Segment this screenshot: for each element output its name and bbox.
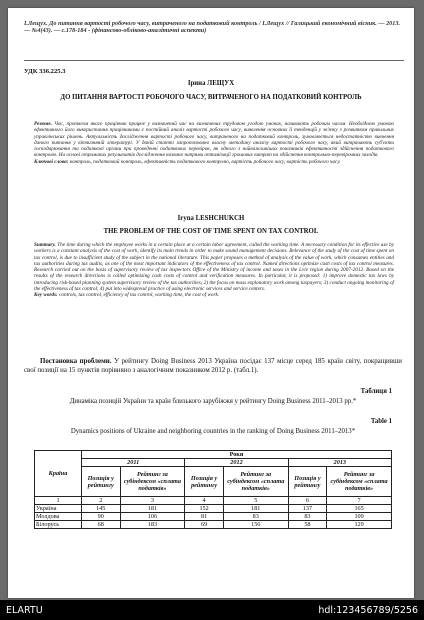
value-cell: 69 [185, 521, 224, 529]
value-cell: 181 [223, 505, 288, 513]
value-cell: 68 [82, 521, 121, 529]
value-cell: 58 [288, 521, 327, 529]
column-number: 4 [185, 497, 224, 505]
country-cell: Молдова [35, 513, 82, 521]
table-row [35, 505, 392, 513]
keywords-ua-text: контроль, податковий контроль, ефективність податкового контролю, вартість робочого часу, вартість робочого часу. [69, 158, 341, 165]
title-ua: ДО ПИТАННЯ ВАРТОСТІ РОБОЧОГО ЧАСУ, ВИТРАЧЕНОГО НА ПОДАТКОВИЙ КОНТРОЛЬ [60, 94, 362, 101]
column-number: 1 [35, 497, 82, 505]
country-cell: Білорусь [35, 521, 82, 529]
intro-label: Постановка проблеми. [40, 358, 112, 365]
value-cell: 129 [327, 521, 392, 529]
header-tax-rank: Рейтинг за субіндексом «сплата податків» [120, 467, 185, 497]
value-cell: 183 [120, 521, 185, 529]
table-label-ua: Таблиця 1 [360, 388, 392, 395]
table-caption-en: Dynamics positions of Ukraine and neighboring countries in the ranking of Doing Business 2011–2013* [70, 428, 356, 435]
keywords-en-label: Key words: [34, 292, 58, 299]
column-number: 3 [120, 497, 185, 505]
document-page [8, 8, 414, 598]
abstract-en [34, 242, 394, 299]
table-row [35, 513, 392, 521]
header-position: Позиція у рейтингу [82, 467, 121, 497]
repository-name: ELARTU [6, 605, 43, 616]
keywords-en-text: controls, tax control, efficiency of tax control, working time, the cost of work. [59, 292, 220, 299]
column-number: 2 [82, 497, 121, 505]
country-cell: Україна [35, 505, 82, 513]
abstract-ua-label: Резюме. [34, 121, 52, 127]
column-number: 7 [327, 497, 392, 505]
header-years: Роки [82, 451, 392, 459]
value-cell: 90 [82, 513, 121, 521]
table-caption-ua: Динаміка позицій України та країн близького зарубіжжя у рейтингу Doing Business 2011–2013 рр.* [69, 398, 357, 405]
value-cell: 83 [288, 513, 327, 521]
value-cell: 152 [185, 505, 224, 513]
value-cell: 81 [185, 513, 224, 521]
abstract-ua [34, 121, 394, 165]
header-year-2013: 2013 [288, 459, 391, 467]
header-country: Країна [35, 451, 82, 497]
header-tax-rank: Рейтинг за субіндексом «сплата податків» [223, 467, 288, 497]
table-label-en: Table 1 [370, 418, 392, 425]
title-en: THE PROBLEM OF THE COST OF TIME SPENT ON TAX CONTROL [103, 228, 319, 235]
value-cell: 137 [288, 505, 327, 513]
author-en: Iryna LESHCHUKCH [177, 215, 245, 222]
header-year-2012: 2012 [185, 459, 288, 467]
author-ua: Ірина ЛЕЩУХ [187, 80, 235, 87]
header-tax-rank: Рейтинг за субіндексом «сплата податків» [327, 467, 392, 497]
value-cell: 156 [223, 521, 288, 529]
value-cell: 109 [327, 513, 392, 521]
value-cell: 145 [82, 505, 121, 513]
handle-identifier: hdl:123456789/5256 [318, 605, 418, 616]
intro-text: У рейтингу Doing Business 2013 Україна посідає 137 місце серед 185 країн світу, покращивши свої позиції на 15 пунктів порівняно з аналогічним показником 2012 р. (табл.1). [24, 358, 402, 374]
column-number-row [35, 497, 392, 505]
value-cell: 106 [120, 513, 185, 521]
rankings-table [34, 450, 392, 529]
abstract-en-text: The time during which the employee works in a certain place at a certain labor agreement, called the working time. A necessary condition for its effective use by workers is a constant analysis of the cost of work, identify its main trends in order to make sound management decisions. Relevance of the study of the cost of time spent on tax control, is due to insufficient study of the subject in the national literature. This paper proposes a method of analysis of the value of work, which consumes entities and tax authorities during tax audits, as one of the most important indicators of the effectiveness of tax control. Named directions optimize cash costs of tax control measures. Research carried out on the basis of supervisory review of tax inspectors Office of the Ministry of income and taxes in the Lviv region during 2007-2012. Based on the results of the research directions is called optimizing cash costs of control and verification measures. In particular, it is proposed: 1) improve domestic tax laws by introducing risk-based planning system supervisory review of the tax authorities; 2) the focus on mass explanatory work among taxpayers; 3) conduct ongoing monitoring of the effectiveness of tax control; 4) put into widespread practice of using electronic services and service centers. [34, 242, 395, 293]
header-position: Позиція у рейтингу [288, 467, 327, 497]
column-number: 5 [223, 497, 288, 505]
viewer-footer [0, 600, 424, 620]
table-row [35, 521, 392, 529]
column-number: 6 [288, 497, 327, 505]
value-cell: 83 [223, 513, 288, 521]
header-year-2011: 2011 [82, 459, 185, 467]
abstract-ua-text: Час, протягом якого працівник працює у визначений час на визначених трудовою угодою умовах, називають робочим часом. Необхідною умовою ефективного його використання працівниками є постійний аналіз вартості робочого часу, виявлення основних її тенденцій у зв'язку з розвитком правильних управлінських рішень. Актуальність дослідження вартості робочого часу, витраченого на податковий контроль, зумовлюється недостатністю вивчення даного питання у вітчизняній літературі. У даній статті запропоновано власну методику аналізу вартості робочого часу, який витрачають суб'єкти господарювання та податкові органи при проведенні податкових перевірок, як одного з найважливіших показників ефективності здійснення податкового контролю. На основі отриманих результатів дослідження названо напрями оптимізації грошових витрат на здійснення контрольно-перевірочних заходів. [34, 121, 394, 159]
citation: І.Лещух. До питання вартості робочого часу, витраченого на податковий контроль / І.Лещух // Галицький економічний вісник. — 2013. — №4(43). — с.178-184 - (фінансово-обліково-аналітичні аспекти) [24, 20, 401, 35]
udk-code: УДК 336.225.3 [24, 68, 66, 75]
header-position: Позиція у рейтингу [185, 467, 224, 497]
keywords-ua-label: Ключові слова: [34, 158, 69, 165]
citation-divider [24, 60, 404, 61]
value-cell: 181 [120, 505, 185, 513]
value-cell: 165 [327, 505, 392, 513]
intro-paragraph [24, 358, 402, 375]
abstract-en-label: Summary. [34, 242, 56, 248]
